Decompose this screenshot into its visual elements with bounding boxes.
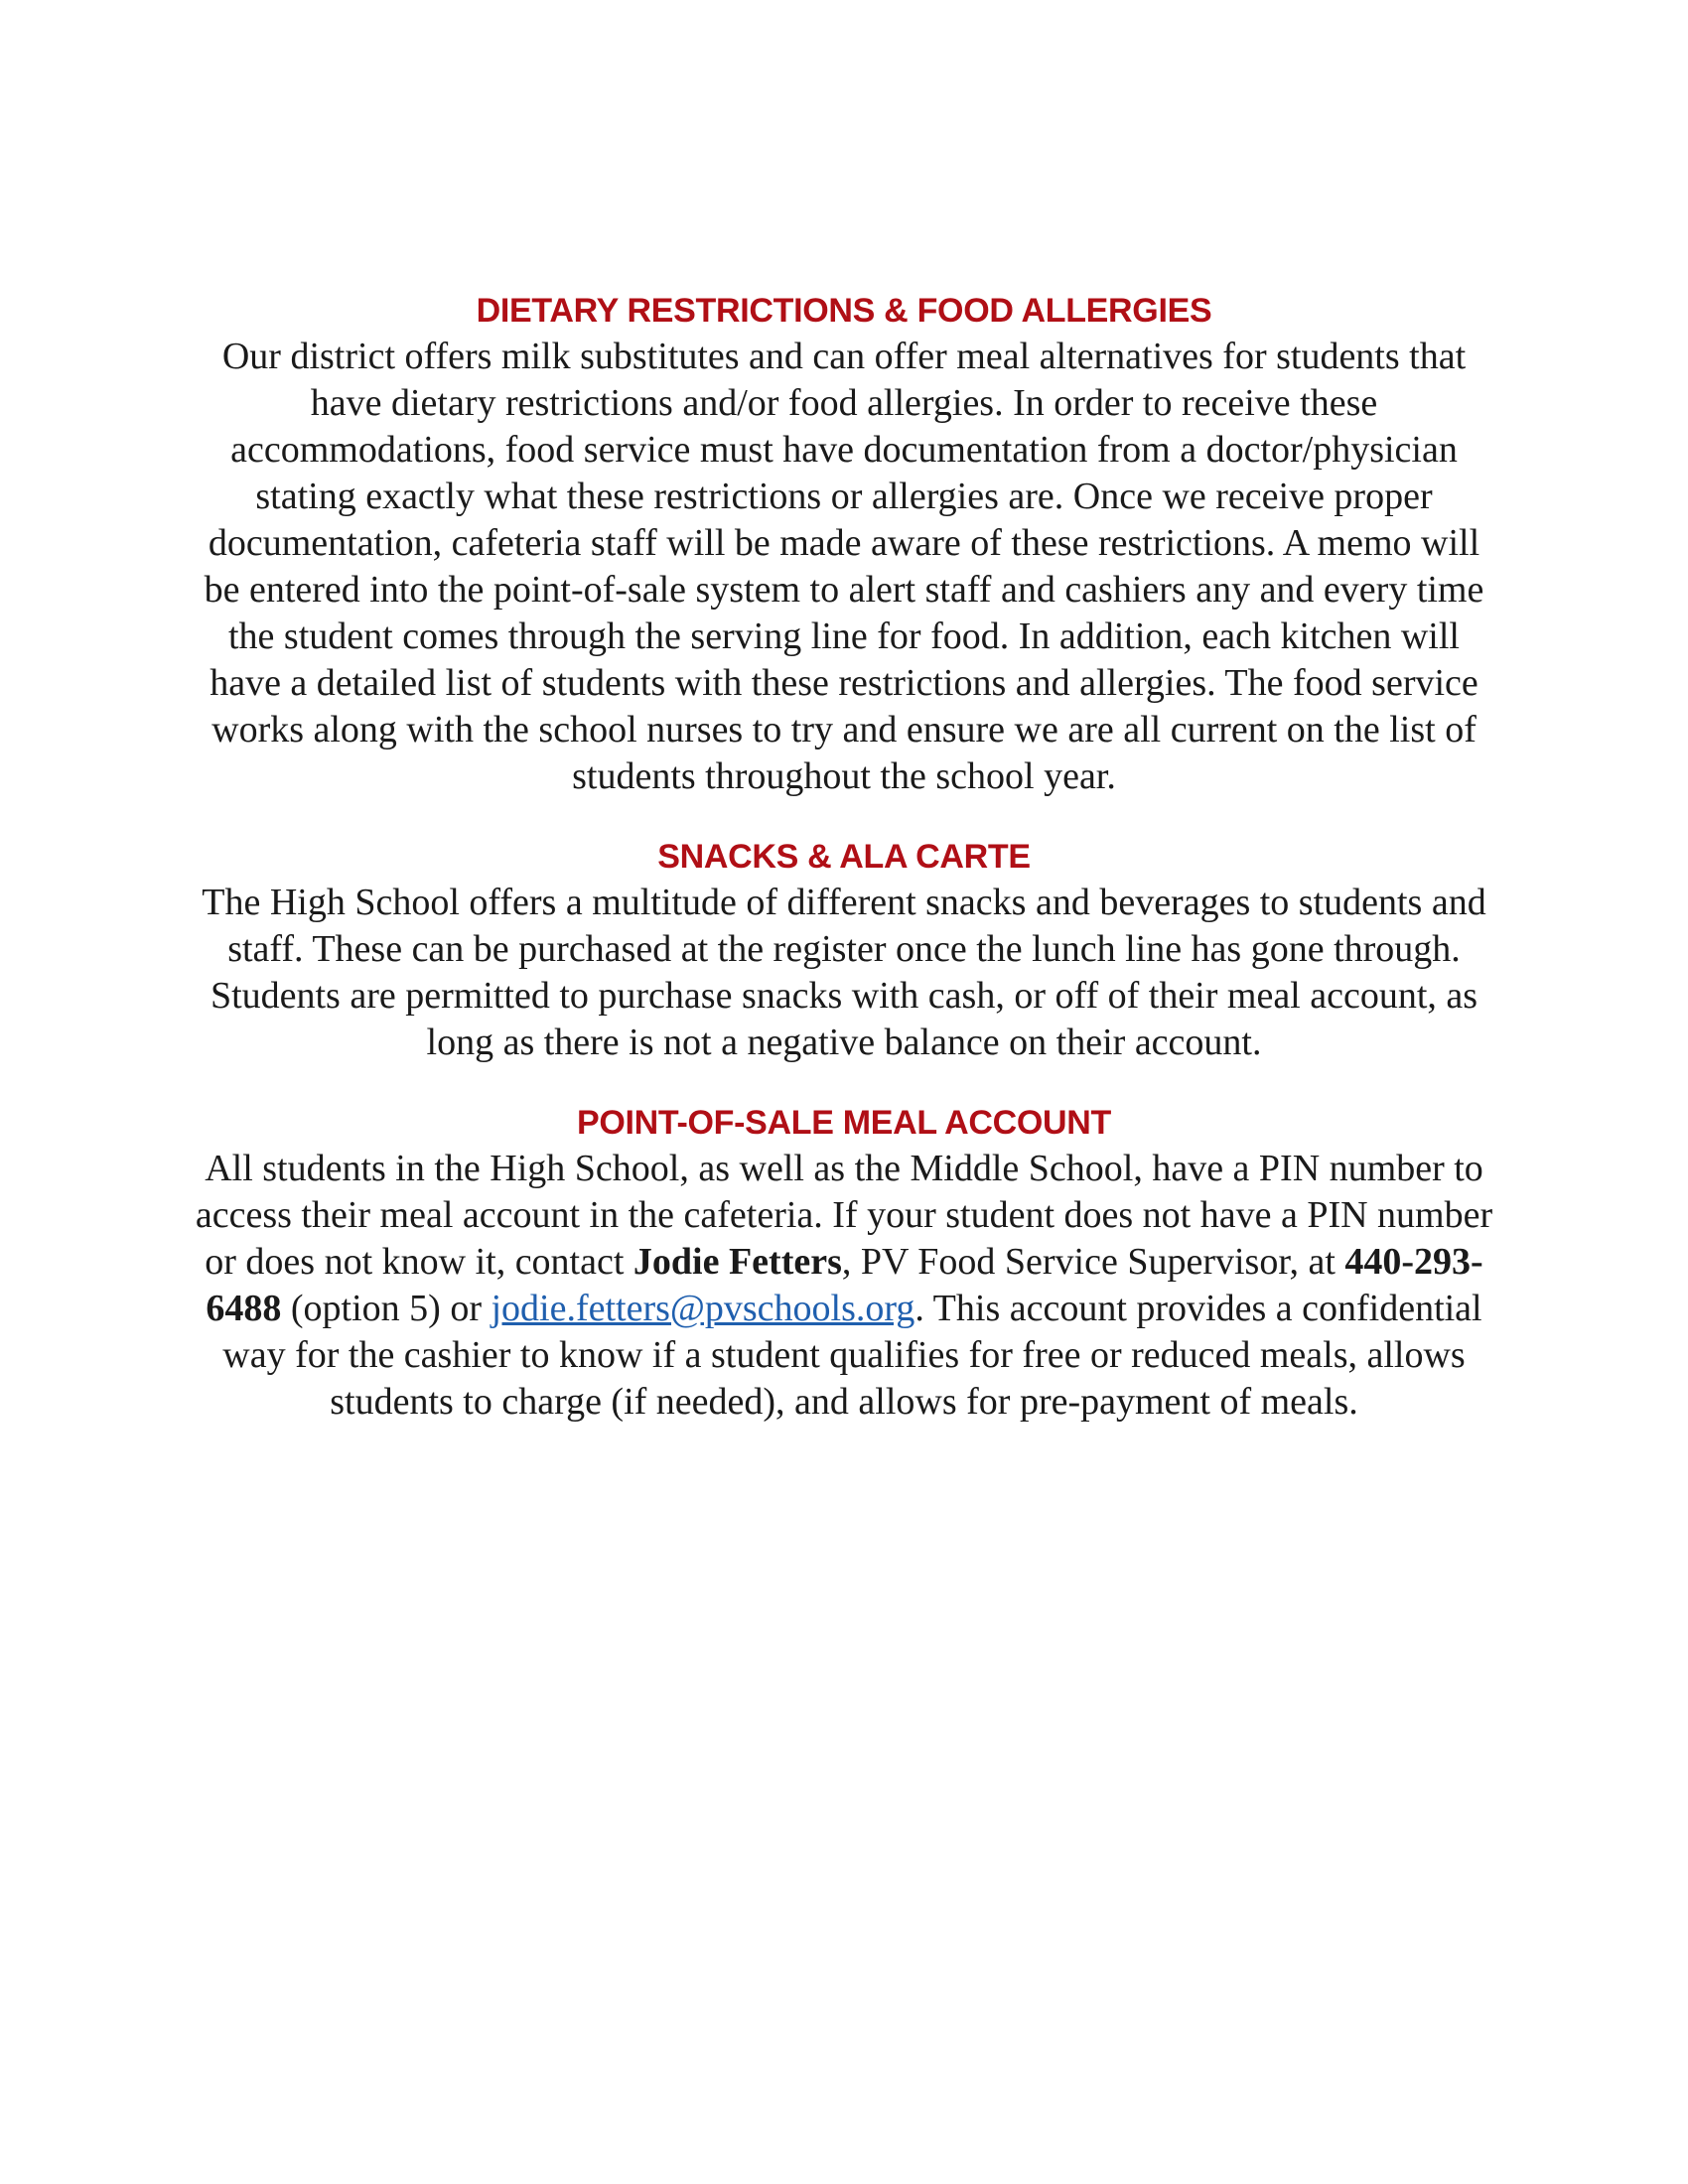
snacks-heading: SNACKS & ALA CARTE bbox=[657, 838, 1031, 876]
contact-name: Jodie Fetters bbox=[633, 1241, 842, 1283]
section-dietary bbox=[194, 288, 1494, 800]
pos-body-part3: (option 5) or bbox=[281, 1288, 492, 1329]
pos-body-part1: All students in the High School, as well as the Middle School, have a PIN number to access their meal account in the cafeteria. If your student does not have a PIN number or does not know it, contact bbox=[195, 1148, 1493, 1283]
section-snacks bbox=[194, 834, 1494, 1066]
contact-email-link[interactable]: jodie.fetters@pvschools.org bbox=[491, 1288, 915, 1329]
pos-heading: POINT-OF-SALE MEAL ACCOUNT bbox=[576, 1104, 1112, 1142]
pos-body-part4: . This account provides a confidential way for the cashier to know if a student qualifies for free or reduced meals, allows students to charge (if needed), and allows for pre-payment of meals. bbox=[222, 1288, 1482, 1423]
snacks-body: The High School offers a multitude of different snacks and beverages to students and staff. These can be purchased at the register once the lunch line has gone through. Students are permitted to purchase snacks with cash, or off of their meal account, as long as there is not a negative balance on their account. bbox=[202, 882, 1486, 1063]
pos-body bbox=[194, 1146, 1494, 1426]
dietary-heading: DIETARY RESTRICTIONS & FOOD ALLERGIES bbox=[476, 292, 1212, 330]
dietary-body: Our district offers milk substitutes and can offer meal alternatives for students that have dietary restrictions and/or food allergies. In order to receive these accommodations, food service must have documentation from a doctor/physician stating exactly what these restrictions or allergies are. Once we receive proper documentation, cafeteria staff will be made aware of these restrictions. A memo will be entered into the point-of-sale system to alert staff and cashiers any and every time the student comes through the serving line for food. In addition, each kitchen will have a detailed list of students with these restrictions and allergies. The food service works along with the school nurses to try and ensure we are all current on the list of students throughout the school year. bbox=[204, 336, 1484, 797]
pos-body-part2: , PV Food Service Supervisor, at bbox=[841, 1241, 1345, 1283]
contact-phone: 440-293-6488 bbox=[206, 1241, 1483, 1329]
document-content bbox=[194, 288, 1494, 1459]
section-pos bbox=[194, 1100, 1494, 1426]
